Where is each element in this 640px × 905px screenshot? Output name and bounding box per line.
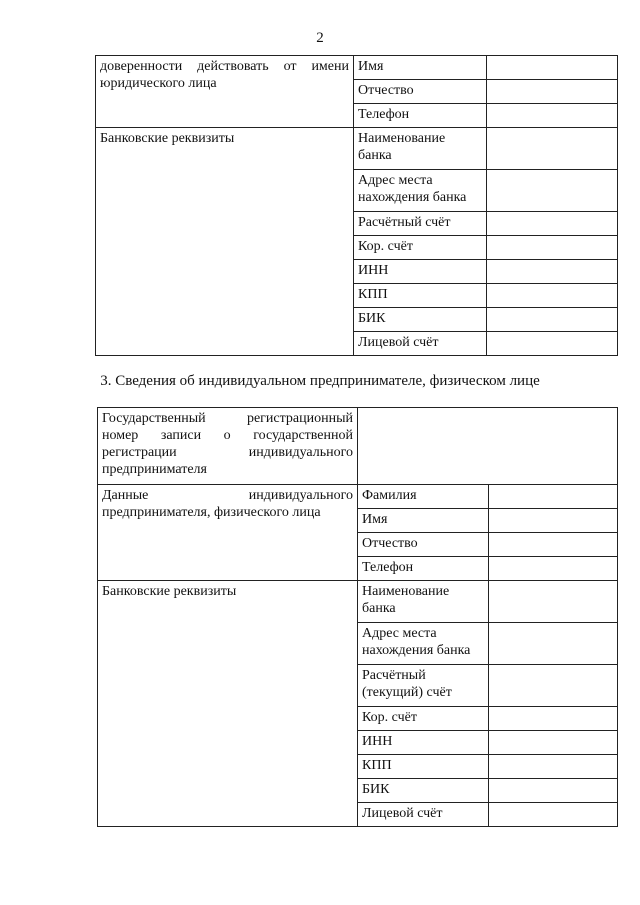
value-cell-phone[interactable]: [489, 557, 618, 581]
field-label-bank-name: Наименование банка: [358, 581, 489, 623]
value-cell-bik[interactable]: [487, 308, 618, 332]
value-cell-current-account[interactable]: [489, 665, 618, 707]
field-label-bank-address: Адрес места нахождения банка: [354, 170, 487, 212]
field-label-kpp: КПП: [354, 284, 487, 308]
page-number: 2: [316, 30, 324, 46]
bank-details-label: Банковские реквизиты: [98, 581, 358, 827]
person-data-label: Данные индивидуального предпринимателя, физического лица: [98, 485, 358, 581]
field-label-settlement-account: Расчётный счёт: [354, 212, 487, 236]
value-cell-corr-account[interactable]: [487, 236, 618, 260]
field-label-bik: БИК: [354, 308, 487, 332]
value-cell-kpp[interactable]: [489, 755, 618, 779]
value-cell-patronymic[interactable]: [487, 80, 618, 104]
field-label-bank-name: Наименование банка: [354, 128, 487, 170]
field-label-patronymic: Отчество: [358, 533, 489, 557]
value-cell-bik[interactable]: [489, 779, 618, 803]
field-label-patronymic: Отчество: [354, 80, 487, 104]
field-label-personal-account: Лицевой счёт: [354, 332, 487, 356]
field-label-phone: Телефон: [354, 104, 487, 128]
field-label-first-name: Имя: [354, 56, 487, 80]
value-cell-inn[interactable]: [487, 260, 618, 284]
field-label-bik: БИК: [358, 779, 489, 803]
field-label-corr-account: Кор. счёт: [358, 707, 489, 731]
value-cell-bank-address[interactable]: [489, 623, 618, 665]
field-label-phone: Телефон: [358, 557, 489, 581]
registration-number-label: Государственный регистрационный номер записи о государственной регистрации индивидуального предпринимателя: [98, 408, 358, 485]
value-cell-bank-address[interactable]: [487, 170, 618, 212]
legal-entity-table: [95, 55, 618, 356]
field-label-personal-account: Лицевой счёт: [358, 803, 489, 827]
value-cell-personal-account[interactable]: [489, 803, 618, 827]
value-cell-inn[interactable]: [489, 731, 618, 755]
value-cell-last-name[interactable]: [489, 485, 618, 509]
field-label-last-name: Фамилия: [358, 485, 489, 509]
field-label-bank-address: Адрес места нахождения банка: [358, 623, 489, 665]
value-cell-phone[interactable]: [487, 104, 618, 128]
value-cell-personal-account[interactable]: [487, 332, 618, 356]
field-label-corr-account: Кор. счёт: [354, 236, 487, 260]
section-3-title: 3. Сведения об индивидуальном предпринимателе, физическом лице: [100, 373, 540, 389]
value-cell-first-name[interactable]: [489, 509, 618, 533]
field-label-kpp: КПП: [358, 755, 489, 779]
value-cell-patronymic[interactable]: [489, 533, 618, 557]
bank-details-label: Банковские реквизиты: [96, 128, 354, 356]
value-cell-bank-name[interactable]: [487, 128, 618, 170]
field-label-inn: ИНН: [358, 731, 489, 755]
value-cell-kpp[interactable]: [487, 284, 618, 308]
individual-entrepreneur-table: [97, 407, 618, 827]
value-cell-first-name[interactable]: [487, 56, 618, 80]
value-cell-registration-number[interactable]: [358, 408, 618, 485]
field-label-first-name: Имя: [358, 509, 489, 533]
value-cell-settlement-account[interactable]: [487, 212, 618, 236]
field-label-current-account: Расчётный (текущий) счёт: [358, 665, 489, 707]
representative-label: доверенности действовать от имени юридического лица: [96, 56, 354, 128]
value-cell-bank-name[interactable]: [489, 581, 618, 623]
value-cell-corr-account[interactable]: [489, 707, 618, 731]
field-label-inn: ИНН: [354, 260, 487, 284]
